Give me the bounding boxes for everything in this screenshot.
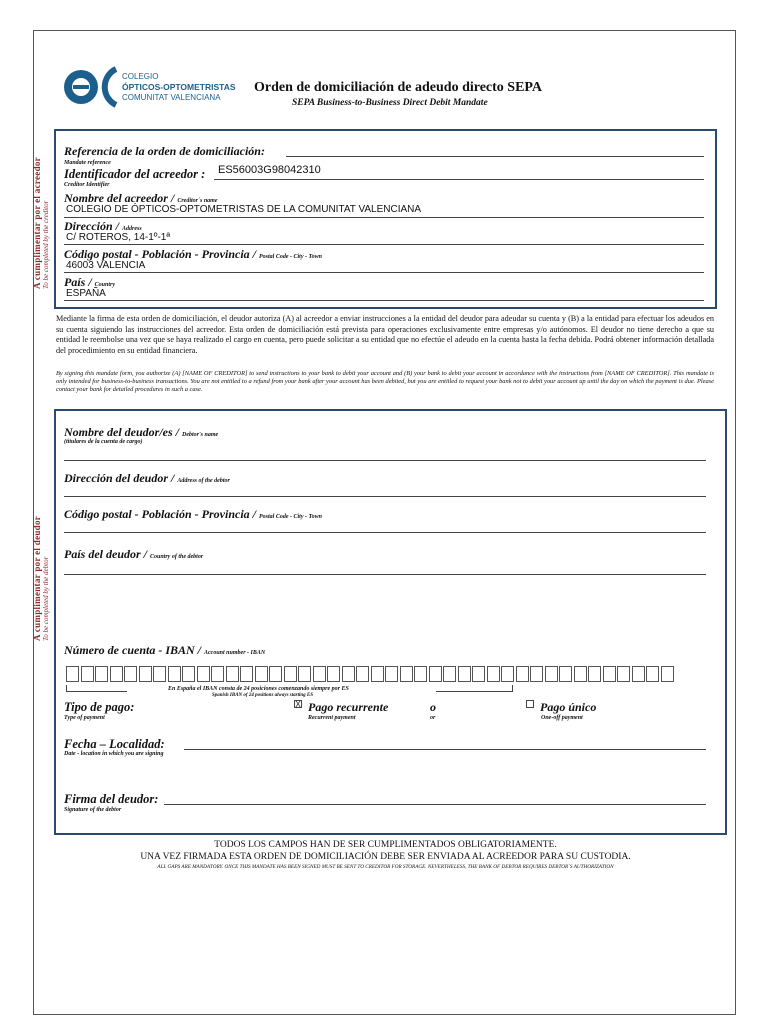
creditor-address-value: C/ ROTEROS, 14-1º-1ª	[66, 232, 171, 243]
debtor-name-field[interactable]	[64, 460, 706, 461]
iban-cell[interactable]	[327, 666, 340, 682]
iban-cell[interactable]	[211, 666, 224, 682]
recurrent-payment-sub: Recurrent payment	[308, 715, 356, 721]
iban-cell[interactable]	[632, 666, 645, 682]
date-location-field[interactable]	[184, 749, 706, 750]
logo-line-2: ÓPTICOS-OPTOMETRISTAS	[122, 82, 236, 92]
iban-cell[interactable]	[501, 666, 514, 682]
iban-cell[interactable]	[342, 666, 355, 682]
iban-cell[interactable]	[255, 666, 268, 682]
debtor-name-sub: (titulares de la cuenta de cargo)	[64, 439, 143, 445]
debtor-postal-label	[64, 507, 322, 522]
date-location-sub: Date - location in which you are signing	[64, 751, 164, 757]
mandate-reference-sub: Mandate reference	[64, 160, 111, 166]
payment-type-sub: Type of payment	[64, 715, 105, 721]
creditor-postal-value: 46003 VALENCIA	[66, 260, 146, 271]
footer-line-3: ALL GAPS ARE MANDATORY. ONCE THIS MANDATE HAS BEEN SIGNED MUST BE SENT TO CREDITOR FOR STORAGE. NEVERTHELESS, THE BANK OF DEBTOR REQUIRES DEBTOR´S AUTHORIZATION	[157, 864, 614, 870]
iban-cell[interactable]	[240, 666, 253, 682]
signature-sub: Signature of the debtor	[64, 807, 122, 813]
iban-cell[interactable]	[487, 666, 500, 682]
iban-cell[interactable]	[414, 666, 427, 682]
creditor-address-label-text: Dirección /	[64, 219, 119, 233]
iban-cell[interactable]	[443, 666, 456, 682]
iban-cell[interactable]	[356, 666, 369, 682]
creditor-address-label-en: Address	[122, 226, 142, 232]
iban-cell[interactable]	[661, 666, 674, 682]
creditor-name-label-text: Nombre del acreedor /	[64, 191, 175, 205]
iban-cell[interactable]	[472, 666, 485, 682]
footer-line-1: TODOS LOS CAMPOS HAN DE SER CUMPLIMENTADOS OBLIGATORIAMENTE.	[214, 840, 557, 850]
debtor-postal-label-text: Código postal - Población - Provincia /	[64, 507, 256, 521]
mandate-reference-label: Referencia de la orden de domiciliación:	[64, 144, 265, 158]
college-logo	[64, 65, 244, 109]
iban-cell[interactable]	[182, 666, 195, 682]
single-payment-checkbox[interactable]	[526, 700, 534, 708]
iban-cell[interactable]	[588, 666, 601, 682]
debtor-country-label-en: Country of the debtor	[150, 554, 204, 560]
iban-cell[interactable]	[385, 666, 398, 682]
iban-cell[interactable]	[545, 666, 558, 682]
debtor-address-label-text: Dirección del deudor /	[64, 471, 175, 485]
iban-bracket-left	[66, 685, 127, 692]
debtor-country-field[interactable]	[64, 574, 706, 575]
creditor-side-sub: To be completed by the creditor	[42, 200, 50, 289]
recurrent-payment-label: Pago recurrente	[308, 700, 389, 714]
iban-bracket-right	[436, 685, 513, 692]
iban-cell[interactable]	[371, 666, 384, 682]
legal-text-es: Mediante la firma de esta orden de domiciliación, el deudor autoriza (A) al acreedor a enviar instrucciones a la entidad del deudor para adeudar su cuenta y (B) a la entidad para efectuar los adeudos en su cuenta siguiendo las instrucciones del acreedor. Esta orden de domiciliación está prevista para operaciones exclusivamente entre empresas y/o autónomos. El deudor no tiene derecho a que su entidad le reembolse una vez que se haya realizado el cargo en cuenta, pero puede solicitar a su entidad que no efectúe el adeudo en la cuenta hasta la fecha debida. Podrá obtener información detallada del procedimiento en su entidad financiera.	[56, 314, 714, 355]
recurrent-payment-checkbox[interactable]: X	[295, 700, 301, 709]
iban-note: En España el IBAN consta de 24 posiciones comenzando siempre por ES	[168, 686, 349, 692]
creditor-country-field	[64, 300, 704, 301]
iban-cell[interactable]	[617, 666, 630, 682]
single-payment-sub: One-off payment	[541, 715, 583, 721]
creditor-id-field	[214, 179, 704, 180]
iban-label-text: Número de cuenta - IBAN /	[64, 643, 202, 657]
creditor-name-label-en: Creditor´s name	[177, 198, 218, 204]
logo-mark-icon	[64, 65, 120, 109]
iban-cell[interactable]	[530, 666, 543, 682]
debtor-address-label-en: Address of the debtor	[177, 478, 230, 484]
creditor-id-label: Identificador del acreedor :	[64, 167, 206, 181]
page-subtitle: SEPA Business-to-Business Direct Debit Mandate	[292, 98, 488, 108]
signature-label: Firma del deudor:	[64, 792, 159, 806]
logo-line-3: COMUNITAT VALENCIANA	[122, 93, 221, 102]
or-label: o	[430, 700, 436, 714]
iban-cell[interactable]	[153, 666, 166, 682]
debtor-country-label	[64, 547, 203, 562]
iban-input-grid[interactable]	[66, 666, 675, 682]
legal-text-en: By signing this mandate form, you authorize (A) [NAME OF CREDITOR] to send instructions to your bank to debit your account and (B) your bank to debit your account in accordance with the instructions from [NAME OF CREDITOR]. This mandate is only intended for business-to-business transactions. You are not entitled to a refund from your bank after your account has been debited, but you are entitled to request your bank not to debit your account up until the day on which the payment is due. Please contact your bank for detailed procedures in such a case.	[56, 370, 714, 393]
debtor-address-field[interactable]	[64, 496, 706, 497]
single-payment-label: Pago único	[540, 700, 597, 714]
creditor-country-value: ESPAÑA	[66, 288, 106, 299]
iban-cell[interactable]	[559, 666, 572, 682]
signature-field[interactable]	[164, 804, 706, 805]
page-title: Orden de domiciliación de adeudo directo SEPA	[254, 80, 543, 95]
iban-cell[interactable]	[284, 666, 297, 682]
creditor-country-label-text: País /	[64, 275, 92, 289]
footer-line-2: UNA VEZ FIRMADA ESTA ORDEN DE DOMICILIACIÓN DEBE SER ENVIADA AL ACREEDOR PARA SU CUSTODIA.	[140, 852, 631, 862]
creditor-id-value: ES56003G98042310	[218, 164, 321, 176]
or-sub: or	[430, 715, 436, 721]
iban-label	[64, 643, 265, 658]
debtor-postal-field[interactable]	[64, 532, 706, 533]
iban-cell[interactable]	[603, 666, 616, 682]
creditor-name-field	[64, 217, 704, 218]
debtor-name-label-text: Nombre del deudor/es /	[64, 425, 179, 439]
iban-cell[interactable]	[400, 666, 413, 682]
iban-cell[interactable]	[139, 666, 152, 682]
iban-cell[interactable]	[95, 666, 108, 682]
iban-cell[interactable]	[168, 666, 181, 682]
iban-cell[interactable]	[458, 666, 471, 682]
iban-cell[interactable]	[429, 666, 442, 682]
iban-note-en: Spanish IBAN of 24 positions always starting ES	[212, 693, 314, 698]
debtor-name-label	[64, 425, 218, 440]
iban-cell[interactable]	[516, 666, 529, 682]
iban-cell[interactable]	[646, 666, 659, 682]
creditor-postal-field	[64, 272, 704, 273]
iban-cell[interactable]	[269, 666, 282, 682]
payment-type-label: Tipo de pago:	[64, 700, 135, 714]
debtor-postal-label-en: Postal Code - City - Town	[259, 514, 322, 520]
creditor-country-label-en: Country	[94, 282, 116, 288]
mandate-reference-field[interactable]	[286, 156, 704, 157]
debtor-side-main: A cumplimentar por el deudor	[32, 515, 42, 641]
debtor-side-label	[32, 516, 50, 641]
debtor-name-label-en: Debtor's name	[182, 432, 219, 438]
iban-cell[interactable]	[110, 666, 123, 682]
debtor-address-label	[64, 471, 230, 486]
creditor-address-field	[64, 244, 704, 245]
iban-cell[interactable]	[124, 666, 137, 682]
iban-cell[interactable]	[197, 666, 210, 682]
iban-cell[interactable]	[226, 666, 239, 682]
creditor-postal-label-text: Código postal - Población - Provincia /	[64, 247, 256, 261]
logo-line-1: COLEGIO	[122, 72, 159, 81]
document-page	[33, 30, 736, 1015]
debtor-country-label-text: País del deudor /	[64, 547, 147, 561]
iban-cell[interactable]	[66, 666, 79, 682]
iban-cell[interactable]	[574, 666, 587, 682]
creditor-name-value: COLEGIO DE ÓPTICOS-OPTOMETRISTAS DE LA COMUNITAT VALENCIANA	[66, 204, 422, 215]
creditor-side-main: A cumplimentar por el acreedor	[32, 157, 42, 289]
iban-cell[interactable]	[313, 666, 326, 682]
iban-cell[interactable]	[298, 666, 311, 682]
iban-cell[interactable]	[81, 666, 94, 682]
iban-label-en: Account number - IBAN	[204, 650, 266, 656]
debtor-side-sub: To be completed by the debtor	[42, 556, 50, 641]
creditor-side-label	[32, 157, 50, 289]
creditor-postal-label-en: Postal Code - City - Town	[259, 254, 322, 260]
date-location-label: Fecha – Localidad:	[64, 737, 165, 751]
creditor-id-sub: Creditor Identifier	[64, 182, 110, 188]
